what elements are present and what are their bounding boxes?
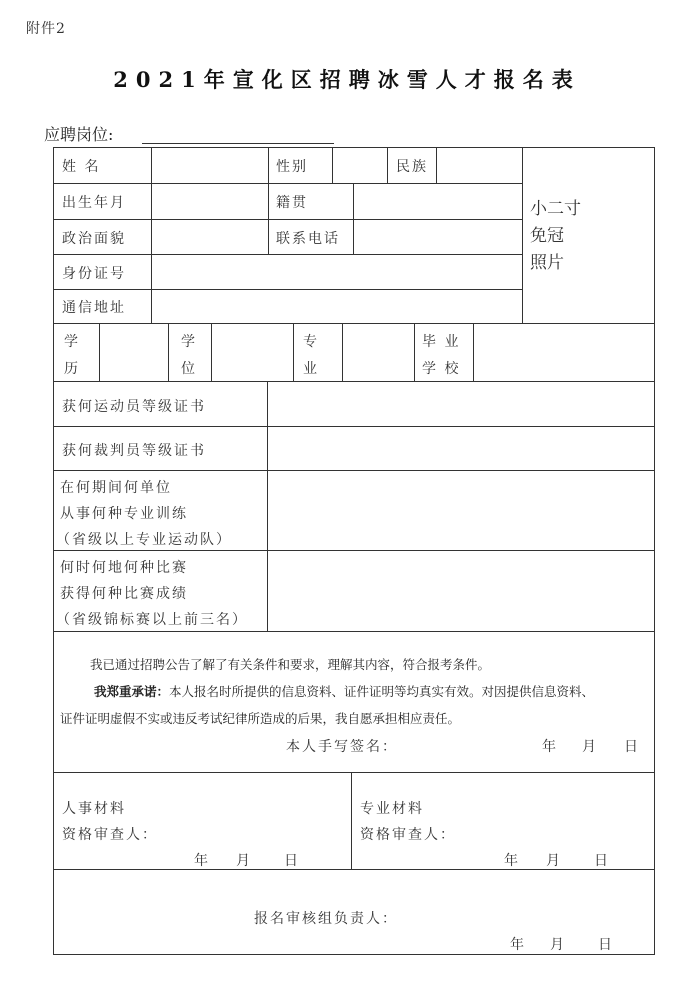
date-month: 月 [550,937,566,953]
native-place-label: 籍贯 [276,195,308,211]
date-month: 月 [236,853,252,869]
table-border-right [654,147,655,955]
table-border-left [53,147,54,955]
row-divider [53,869,655,870]
row-divider [53,183,522,184]
photo-size-text: 小二寸 [530,199,581,219]
col-divider [293,323,294,381]
school-label-top: 毕 业 [422,334,461,350]
referee-cert-label: 获何裁判员等级证书 [62,443,206,459]
hr-review-label: 人事材料 [62,801,126,817]
table-border-bottom [53,954,655,955]
col-divider [522,147,523,323]
date-month: 月 [546,853,562,869]
declaration-line3: 证件证明虚假不实或违反考试纪律所造成的后果，我自愿承担相应责任。 [60,711,461,726]
row-divider [53,323,655,324]
education-label-bottom: 历 [64,361,80,377]
form-title: 2021年宣化区招聘冰雪人才报名表 [113,67,581,92]
competition-label-line2: 获得何种比赛成绩 [60,586,188,602]
competition-label-line3: （省级锦标赛以上前三名） [56,612,248,628]
athlete-cert-label: 获何运动员等级证书 [62,399,206,415]
attachment-label: 附件2 [26,21,66,37]
position-input-line[interactable] [142,143,334,144]
date-day: 日 [624,739,640,755]
birth-label: 出生年月 [62,195,126,211]
training-label-line3: （省级以上专业运动队） [56,532,232,548]
major-label-top: 专 [303,334,319,350]
col-divider [267,381,268,631]
promise-text: 本人报名时所提供的信息资料、证件证明等均真实有效。对因提供信息资料、 [169,684,595,699]
ethnicity-label: 民族 [396,159,428,175]
col-divider [268,147,269,254]
row-divider [53,470,655,471]
training-label-line2: 从事何种专业训练 [60,506,188,522]
declaration-line2 [94,678,594,705]
row-divider [53,550,655,551]
date-year: 年 [542,739,558,755]
id-number-label: 身份证号 [62,266,126,282]
pro-reviewer-label: 资格审查人： [360,827,456,843]
education-label-top: 学 [64,334,80,350]
school-label-bottom: 学 校 [422,361,461,377]
declaration-line1: 我已通过招聘公告了解了有关条件和要求，理解其内容，符合报考条件。 [90,657,491,672]
col-divider [436,147,437,183]
col-divider [151,147,152,323]
table-border-top [53,147,655,148]
row-divider [53,631,655,632]
col-divider [351,772,352,869]
col-divider [332,147,333,183]
row-divider [53,219,522,220]
promise-heading: 我郑重承诺： [94,684,170,699]
date-year: 年 [504,853,520,869]
col-divider [473,323,474,381]
politics-label: 政治面貌 [62,231,126,247]
col-divider [168,323,169,381]
address-label: 通信地址 [62,300,126,316]
degree-label-top: 学 [181,334,197,350]
phone-label: 联系电话 [276,231,340,247]
row-divider [53,289,522,290]
row-divider [53,426,655,427]
col-divider [387,147,388,183]
col-divider [353,183,354,254]
date-year: 年 [510,937,526,953]
col-divider [211,323,212,381]
hr-reviewer-label: 资格审查人： [62,827,158,843]
row-divider [53,254,522,255]
col-divider [99,323,100,381]
pro-review-label: 专业材料 [360,801,424,817]
row-divider [53,772,655,773]
date-day: 日 [594,853,610,869]
photo-label-text: 照片 [530,253,564,273]
competition-label-line1: 何时何地何种比赛 [60,560,188,576]
name-label: 姓 名 [62,159,101,175]
gender-label: 性别 [276,159,308,175]
training-label-line1: 在何期间何单位 [60,480,172,496]
degree-label-bottom: 位 [181,361,197,377]
date-day: 日 [598,937,614,953]
final-reviewer-label: 报名审核组负责人： [254,911,398,927]
photo-placeholder[interactable] [530,196,581,277]
position-label: 应聘岗位: [44,125,114,144]
major-label-bottom: 业 [303,361,319,377]
date-month: 月 [582,739,598,755]
date-year: 年 [194,853,210,869]
photo-hat-text: 免冠 [530,226,564,246]
date-day: 日 [284,853,300,869]
col-divider [414,323,415,381]
row-divider [53,381,655,382]
signature-label: 本人手写签名： [286,739,398,755]
col-divider [342,323,343,381]
